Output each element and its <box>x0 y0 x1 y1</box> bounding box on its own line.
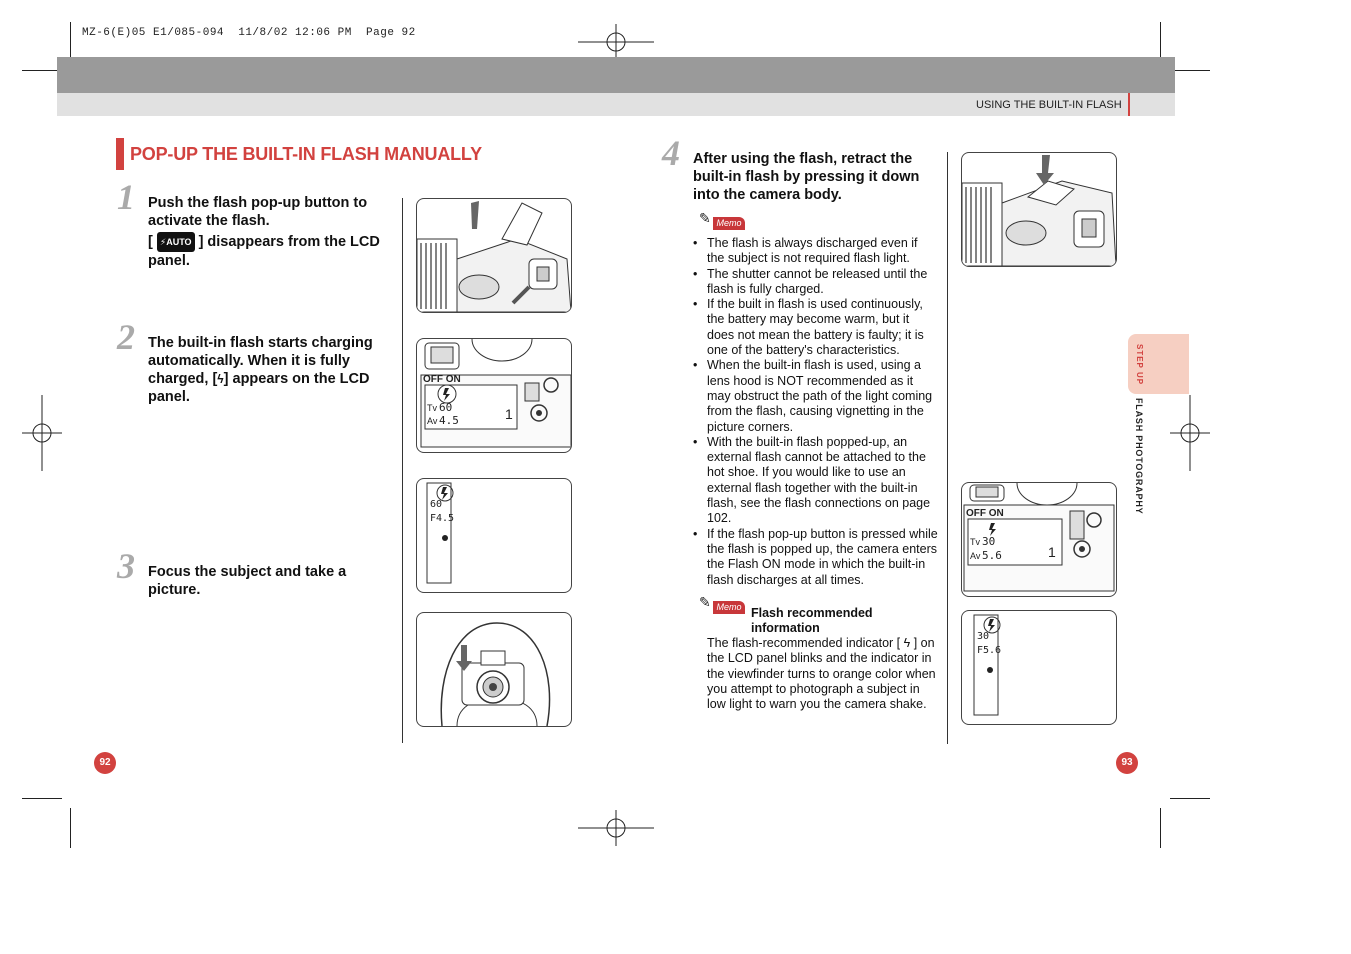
chapter-section-label: FLASH PHOTOGRAPHY <box>1134 398 1144 515</box>
viewfinder-aperture: F4.5 <box>430 513 455 524</box>
memo-badge <box>697 594 747 616</box>
viewfinder-aperture: F5.6 <box>977 645 1002 656</box>
lcd-frame-count: 1 <box>505 406 513 422</box>
crop-mark <box>1160 22 1161 62</box>
crop-mark <box>70 22 71 62</box>
memo-notes-list <box>693 236 938 588</box>
lcd-panel-illustration <box>961 482 1117 597</box>
list-item: • With the built-in flash popped-up, an external flash cannot be attached to the hot shoe. If you would like to use an external flash together with the built-in flash, see the flash connections on page 102. <box>693 435 938 527</box>
step-1-line-b <box>148 232 388 270</box>
lcd-av-label: Av <box>970 551 981 561</box>
running-head: USING THE BUILT-IN FLASH <box>976 99 1122 111</box>
viewfinder-display-illustration <box>416 478 572 593</box>
step-number: 2 <box>117 317 135 357</box>
lcd-tv-label: Tv <box>427 403 437 413</box>
lcd-av-value: 5.6 <box>982 549 1002 562</box>
list-item: • The shutter cannot be released until the flash is fully charged. <box>693 267 938 298</box>
flash-auto-icon: ⚡AUTO <box>157 232 195 252</box>
lcd-off-on: OFF ON <box>966 508 1004 519</box>
column-divider <box>402 198 403 743</box>
memo-subtitle: Flash recommended information <box>751 606 873 635</box>
section-title: POP-UP THE BUILT-IN FLASH MANUALLY <box>130 144 482 164</box>
step-4-text: After using the flash, retract the built-in flash by pressing it down into the camera body. <box>693 151 920 203</box>
step-2-text <box>148 334 390 406</box>
step-number: 3 <box>117 546 135 586</box>
crop-mark <box>22 798 62 799</box>
step-3-text: Focus the subject and take a picture. <box>148 564 347 598</box>
step-1-line-a: Push the flash pop-up button to activate the flash. <box>148 195 368 229</box>
chapter-tab-label: STEP UP <box>1135 344 1144 386</box>
header-band <box>57 57 1175 93</box>
crop-mark <box>1170 798 1210 799</box>
lcd-av-label: Av <box>427 416 438 426</box>
step-number: 1 <box>117 177 135 217</box>
list-item: • If the flash pop-up button is pressed while the flash is popped up, the camera enters the Flash ON mode in which the built-in flash discharges at all times. <box>693 527 938 588</box>
lcd-panel-illustration <box>416 338 572 453</box>
camera-flash-popup-illustration <box>416 198 572 313</box>
step-1-text <box>148 194 388 270</box>
list-item: • When the built-in flash is used, using a lens hood is NOT recommended as it may obstruct the path of the light coming from the flash, causing vignetting in the picture corners. <box>693 358 938 434</box>
step-2-text-b: ] appears on the LCD panel. <box>148 371 370 406</box>
lcd-tv-label: Tv <box>970 537 980 547</box>
section-accent-bar <box>116 138 124 170</box>
crop-mark <box>70 808 71 848</box>
lcd-frame-count: 1 <box>1048 544 1056 560</box>
viewfinder-shutter: 30 <box>977 631 990 642</box>
lcd-off-on: OFF ON <box>423 374 461 385</box>
photographer-illustration <box>416 612 572 727</box>
pushpin-icon: ✎ <box>699 594 711 610</box>
lcd-av-value: 4.5 <box>439 414 459 427</box>
print-slug: MZ-6(E)05 E1/085-094 11/8/02 12:06 PM Page 92 <box>82 27 416 39</box>
registration-mark <box>22 395 62 471</box>
registration-mark <box>578 24 654 60</box>
step-2-text-a: The built-in flash starts charging automatically. When it is fully charged, [ <box>148 335 373 387</box>
lcd-tv-value: 30 <box>982 535 996 548</box>
list-item: • The flash is always discharged even if the subject is not required flash light. <box>693 236 938 267</box>
running-head-bar <box>1128 93 1130 116</box>
registration-mark <box>578 810 654 846</box>
registration-mark <box>1170 395 1210 471</box>
viewfinder-display-illustration <box>961 610 1117 725</box>
memo-label: Memo <box>713 601 745 614</box>
memo-body: The flash-recommended indicator [ ϟ ] on the LCD panel blinks and the indicator in the viewfinder turns to orange color when you attempt to photograph a subject in low light to warn you the camera shake. <box>707 636 936 712</box>
crop-mark <box>1160 808 1161 848</box>
viewfinder-shutter: 60 <box>430 499 443 510</box>
lcd-tv-value: 60 <box>439 401 453 414</box>
step-1-line-b-text: ] disappears from the LCD panel. <box>148 233 380 269</box>
camera-flash-retract-illustration <box>961 152 1117 267</box>
page-number-left: 92 <box>94 752 116 774</box>
column-divider <box>947 152 948 744</box>
crop-mark <box>22 70 62 71</box>
step-number: 4 <box>662 133 680 173</box>
page-number-right: 93 <box>1116 752 1138 774</box>
memo-badge <box>697 210 747 232</box>
flash-ready-icon: ϟ <box>217 372 224 387</box>
bracket: [ <box>148 233 153 250</box>
memo-label: Memo <box>713 217 745 230</box>
pushpin-icon: ✎ <box>699 210 711 226</box>
crop-mark <box>1170 70 1210 71</box>
list-item: • If the built in flash is used continuously, the battery may become warm, but it does not mean the battery is faulty; it is one of the battery's characteristics. <box>693 297 938 358</box>
